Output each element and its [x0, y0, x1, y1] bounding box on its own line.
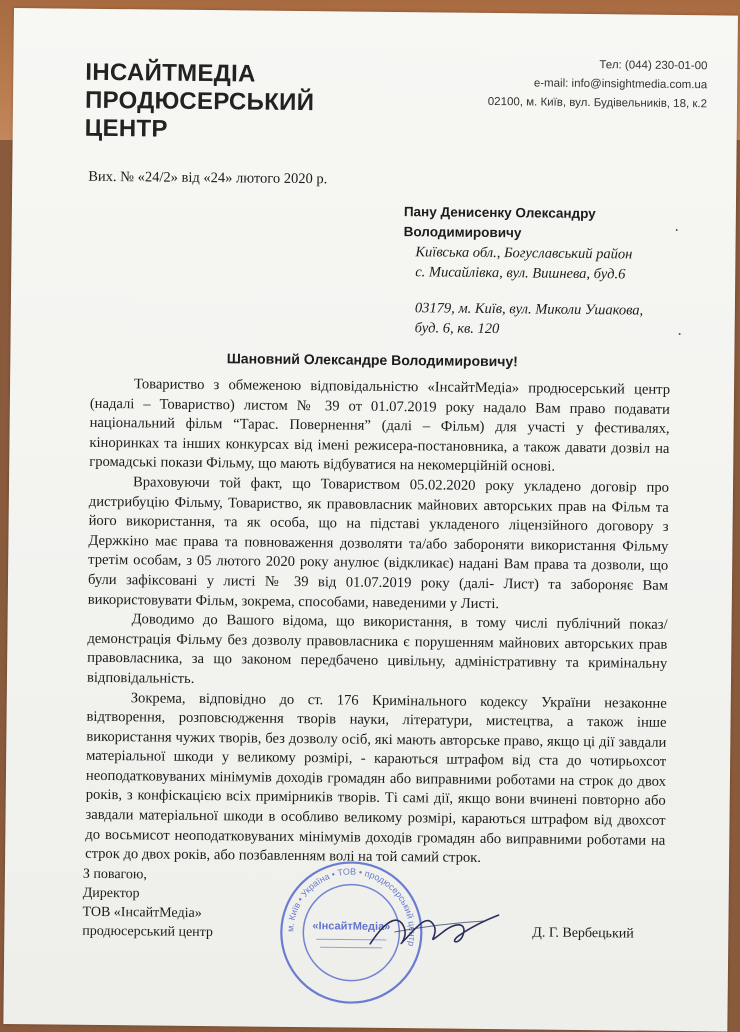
signer-company-suffix: продюсерський центр [82, 923, 214, 941]
phone-text: Тел: (044) 230-01-00 [599, 59, 708, 73]
addressee-block [403, 202, 645, 341]
body-paragraph-2: Враховуючи той факт, що Товариством 05.02.2020 року укладено договір про дистрибуцію Фільму, Товариство, як правовласник майнових авторських прав на Фільм та його використання, та як особа, що на підставі укладеного ліцензійного договору з Держкіно має права та повноваження дозволяти та/або забороняти використання Фільму третім особам, з 05 лютого 2020 року анулює (відкликає) надані Вам права та дозволи, що були зафіксовані у листі № 39 від 01.07.2019 року (далі- Лист) та забороняє Вам використовувати Фільм, зокрема, способами, наведеними у Листі. [87, 474, 670, 612]
paper-speck [676, 229, 678, 231]
addressee-address-line-2: с. Мисайлівка, вул. Вишнева, буд.6 [415, 264, 626, 283]
handwritten-signature [364, 892, 505, 963]
letterhead-contacts [488, 55, 708, 114]
addressee-address-line-1: Київська обл., Богуславський район [415, 244, 633, 263]
logo-line-3: ЦЕНТР [84, 114, 168, 143]
stamp-center-text: «ІнсайтМедіа» [312, 920, 391, 933]
letter-page [3, 8, 738, 1032]
paper-speck [679, 333, 681, 335]
body-paragraph-1: Товариство з обмеженою відповідальністю «ІнсайтМедіа» продюсерський центр (надалі – Товариство) листом № 39 от 01.07.2019 року надало Вам право подавати національний фільм “Тарас. Повернення” (далі – Фільм) для участі у фестивалях, кіноринках та інших конкурсах від імені режисера-постановника, а також давати дозвіл на громадські покази Фільму, що мають відбуватися на некомерційній основі. [89, 376, 671, 476]
address-text: 02100, м. Київ, вул. Будівельників, 18, к.2 [487, 95, 708, 111]
letter-body [85, 375, 670, 871]
closing-text: З повагою, [82, 866, 148, 883]
signer-company: ТОВ «ІнсайтМедіа» [82, 904, 202, 922]
addressee-address-line-4: буд. 6, кв. 120 [414, 320, 500, 338]
email-text: e-mail: info@insightmedia.com.ua [533, 77, 708, 92]
signature-block [82, 865, 213, 942]
company-logo [85, 59, 315, 145]
addressee-name-line-1: Пану Денисенку Олександру [403, 204, 596, 222]
stamp-ring-text: м. Київ • Україна • ТОВ • продюсерський центр [285, 866, 418, 948]
body-paragraph-4: Зокрема, відповідно до ст. 176 Кримінального кодексу України незаконне відтворення, розповсюдження творів науки, літератури, мистецтва, а також інше використання чужих творів, без дозволу осіб, які мають авторське право, якщо ці дії завдали матеріальної шкоди у великому розмірі, - караються штрафом від ста до чотирьохсот неоподатковуваних мінімумів доходів громадян або виправними роботами на строк до двох років, з конфіскацією всіх примірників творів. Ті самі дії, якщо вони вчинені повторно або завдали матеріальної шкоди в особливо великому розмірі, караються штрафом від двохсот до восьмисот неоподатковуваних мінімумів доходів громадян або виправними роботами на строк до двох років, або позбавленням волі на той самий строк. [85, 689, 667, 867]
salutation: Шановний Олександре Володимировичу! [226, 350, 518, 370]
logo-line-2: ПРОДЮСЕРСЬКИЙ [84, 86, 315, 117]
addressee-name-line-2: Володимировичу [403, 224, 522, 241]
logo-line-1: ІНСАЙТМЕДІА [85, 58, 256, 88]
outgoing-number: Вих. № «24/2» від «24» лютого 2020 р. [88, 168, 328, 188]
addressee-address-line-3: 03179, м. Київ, вул. Миколи Ушакова, [414, 300, 644, 319]
body-paragraph-3: Доводимо до Вашого відома, що використання, в тому числі публічний показ/демонстрація Фільму без дозволу правовласника є порушенням майнових авторських прав правовласника, за що законом передбачено цивільну, адміністративну та кримінальну відповідальність. [86, 611, 668, 687]
signer-position: Директор [82, 885, 140, 902]
signer-name: Д. Г. Вербецький [532, 925, 634, 942]
